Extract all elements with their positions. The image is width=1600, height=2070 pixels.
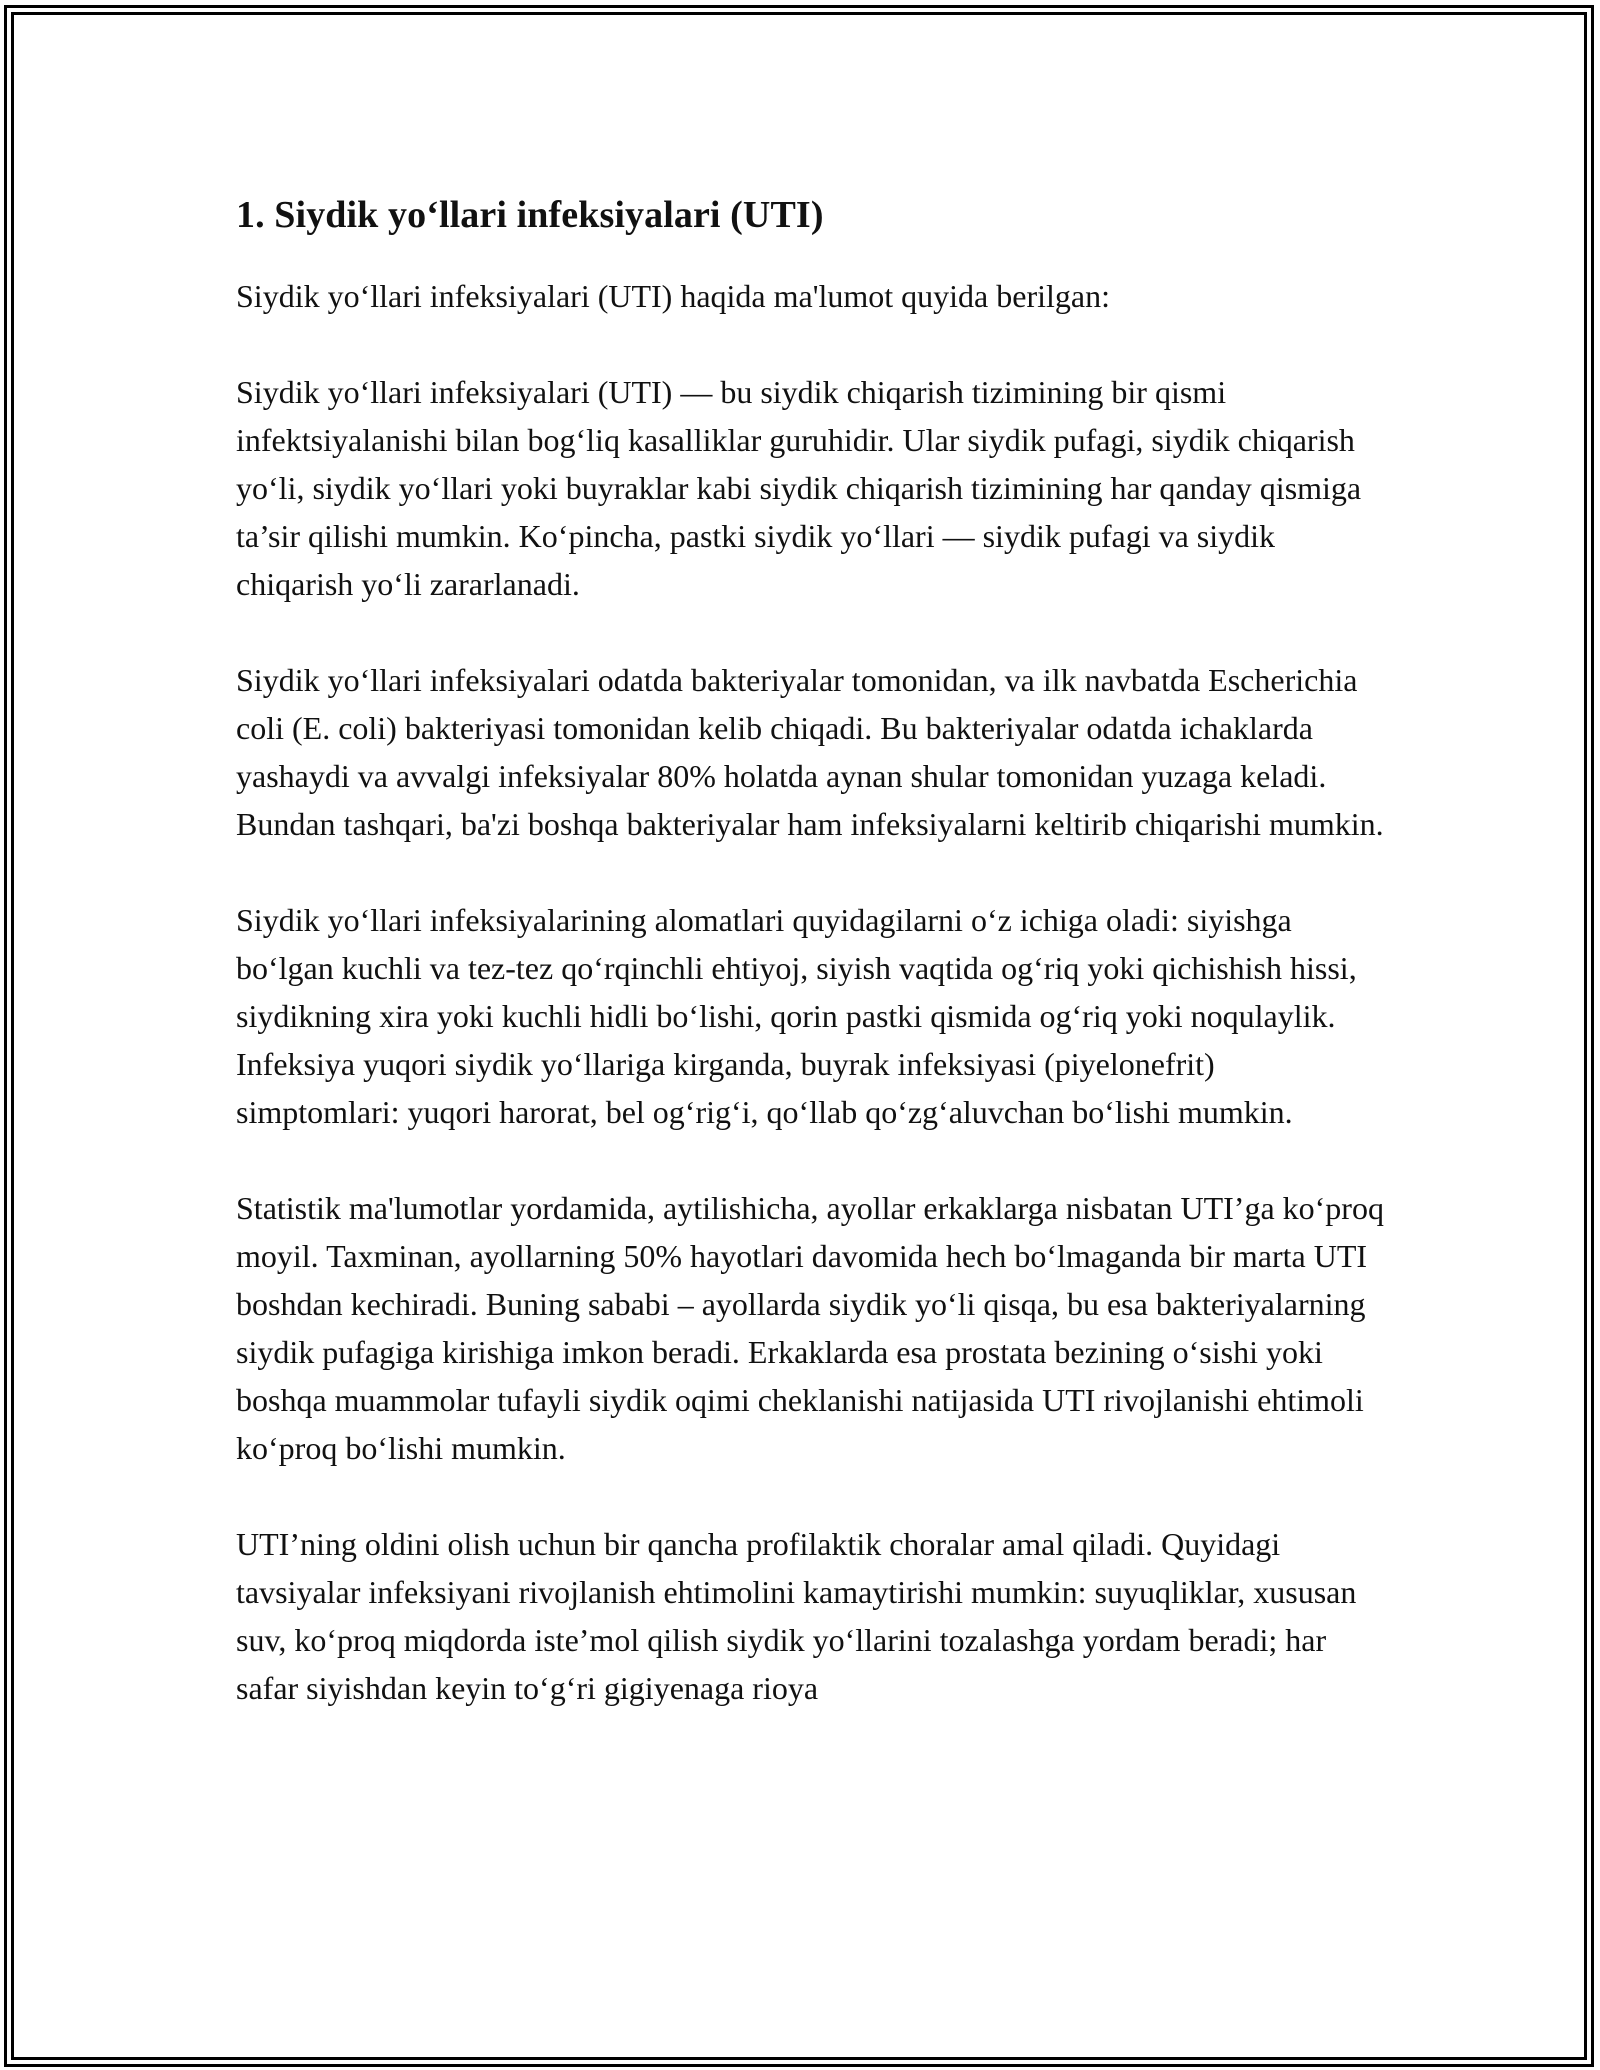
paragraph-prevention: UTI’ning oldini olish uchun bir qancha profilaktik choralar amal qiladi. Quyidagi tavsiyalar infeksiyani rivojlanish ehtimolini kamaytirishi mumkin: suyuqliklar, xususan suv, ko‘proq miqdorda iste’mol qilish siydik yo‘llarini tozalashga yordam beradi; har safar siyishdan keyin to‘g‘ri gigiyenaga rioya <box>236 1526 1357 1706</box>
paragraph-causes: Siydik yo‘llari infeksiyalari odatda bakteriyalar tomonidan, va ilk navbatda Escherichia coli (E. coli) bakteriyasi tomonidan kelib chiqadi. Bu bakteriyalar odatda ichaklarda yashaydi va avvalgi infeksiyalar 80% holatda aynan shular tomonidan yuzaga keladi. Bundan tashqari, ba'zi boshqa bakteriyalar ham infeksiyalarni keltirib chiqarishi mumkin. <box>236 662 1384 842</box>
paragraph-definition: Siydik yo‘llari infeksiyalari (UTI) — bu siydik chiqarish tizimining bir qismi infektsiyalanishi bilan bog‘liq kasalliklar guruhidir. Ular siydik pufagi, siydik chiqarish yo‘li, siydik yo‘llari yoki buyraklar kabi siydik chiqarish tizimining har qanday qismiga ta’sir qilishi mumkin. Ko‘pincha, pastki siydik yo‘llari — siydik pufagi va siydik chiqarish yo‘li zararlanadi. <box>236 374 1362 602</box>
document-body <box>236 192 1386 1712</box>
document-title: 1. Siydik yo‘llari infeksiyalari (UTI) <box>236 194 824 236</box>
intro-paragraph: Siydik yo‘llari infeksiyalari (UTI) haqida ma'lumot quyida berilgan: <box>236 278 1110 314</box>
paragraph-statistics: Statistik ma'lumotlar yordamida, aytilishicha, ayollar erkaklarga nisbatan UTI’ga ko‘proq moyil. Taxminan, ayollarning 50% hayotlari davomida hech bo‘lmaganda bir marta UTI boshdan kechiradi. Buning sababi – ayollarda siydik yo‘li qisqa, bu esa bakteriyalarning siydik pufagiga kirishiga imkon beradi. Erkaklarda esa prostata bezining o‘sishi yoki boshqa muammolar tufayli siydik oqimi cheklanishi natijasida UTI rivojlanishi ehtimoli ko‘proq bo‘lishi mumkin. <box>236 1190 1384 1466</box>
paragraph-symptoms: Siydik yo‘llari infeksiyalarining alomatlari quyidagilarni o‘z ichiga oladi: siyishga bo‘lgan kuchli va tez-tez qo‘rqinchli ehtiyoj, siyish vaqtida og‘riq yoki qichishish hissi, siydikning xira yoki kuchli hidli bo‘lishi, qorin pastki qismida og‘riq yoki noqulaylik. Infeksiya yuqori siydik yo‘llariga kirganda, buyrak infeksiyasi (piyelonefrit) simptomlari: yuqori harorat, bel og‘rig‘i, qo‘llab qo‘zg‘aluvchan bo‘lishi mumkin. <box>236 902 1357 1130</box>
